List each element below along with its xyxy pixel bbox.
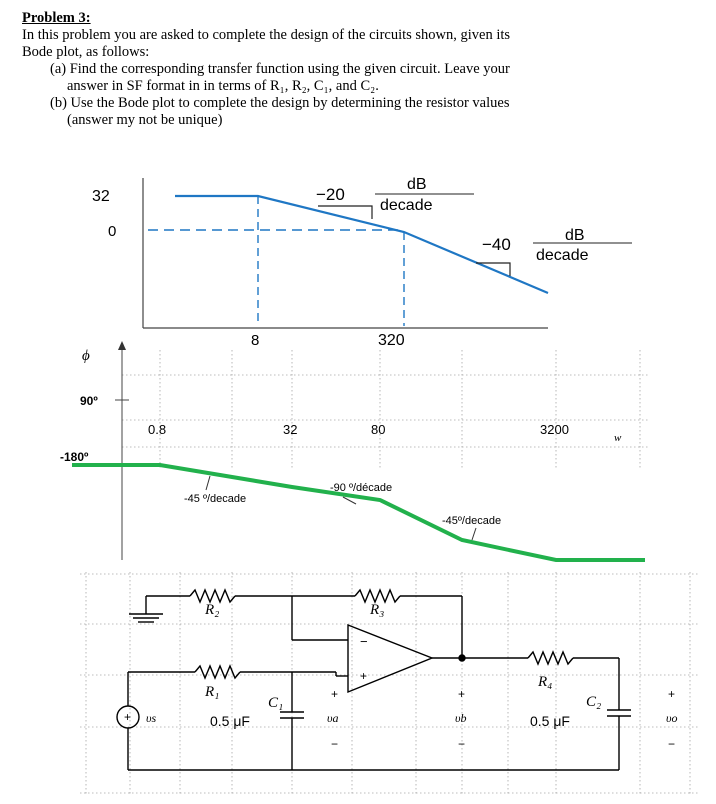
part-b-line1: (b) Use the Bode plot to complete the design by determining the resistor values [50, 95, 510, 111]
part-a-line1: (a) Find the corresponding transfer function using the given circuit. Leave your [50, 61, 510, 77]
slope1-value: −20 [316, 185, 345, 204]
phase-x-tick-80: 80 [371, 422, 386, 437]
problem-title: Problem 3: [22, 10, 91, 26]
output-node [459, 655, 465, 661]
label-r1: R₁ [205, 684, 220, 700]
label-c2-value: 0.5 μF [530, 713, 570, 729]
label-vb-plus: + [458, 687, 466, 701]
label-c1-value: 0.5 μF [210, 713, 250, 729]
label-vo-minus: − [668, 737, 676, 751]
part-b-line2: (answer my not be unique) [67, 112, 223, 128]
label-vo: υo [666, 711, 678, 725]
source-plus: + [124, 710, 132, 724]
part-a-line2: answer in SF format in in terms of R₁, R₂, C₁, and C₂. [67, 78, 379, 94]
phase-y-axis-label: ϕ [82, 348, 90, 364]
resistor-r4 [528, 652, 573, 664]
problem-intro-line1: In this problem you are asked to complete the design of the circuits shown, given its [22, 27, 511, 43]
resistor-r2 [190, 590, 235, 602]
ground-symbol [129, 596, 163, 622]
phase-slope-a: -45 º/decade [184, 493, 247, 505]
label-vb-minus: − [458, 737, 466, 751]
label-c1: C₁ [268, 695, 284, 711]
slope-a-arrow [206, 476, 210, 490]
resistor-r1 [195, 666, 240, 678]
phase-y-tick-90: 90º [80, 394, 98, 408]
phase-x-tick-0-8: 0.8 [148, 422, 167, 437]
label-r4: R₄ [538, 674, 553, 690]
phase-slope-b: -90 º/décade [330, 482, 393, 494]
mag-y-tick-0: 0 [108, 223, 117, 240]
label-va-plus: + [331, 687, 339, 701]
label-va: υa [327, 711, 339, 725]
mag-x-tick-8: 8 [251, 332, 260, 349]
slope1-unit-den: decade [380, 197, 433, 214]
resistor-r3 [355, 590, 400, 602]
phase-slope-c: -45º/decade [442, 515, 502, 527]
label-vo-plus: + [668, 687, 676, 701]
opamp-plus: + [360, 669, 368, 683]
phase-plot-grid [122, 350, 650, 470]
slope2-unit-den: decade [536, 247, 589, 264]
problem-intro-line2: Bode plot, as follows: [22, 44, 150, 60]
label-r3: R₃ [370, 602, 385, 618]
label-va-minus: − [331, 737, 339, 751]
mag-x-tick-320: 320 [378, 332, 405, 349]
phase-y-tick-minus180: -180º [60, 450, 89, 464]
slope-c-arrow [472, 528, 476, 540]
label-c2: C₂ [586, 694, 602, 710]
phase-x-tick-32: 32 [283, 422, 298, 437]
phase-y-axis-arrow [118, 341, 126, 350]
opamp-minus: − [360, 634, 368, 649]
label-r2: R₂ [205, 602, 220, 618]
phase-x-tick-3200: 3200 [540, 422, 569, 437]
mag-y-tick-32: 32 [92, 188, 110, 205]
label-vs: υs [146, 711, 157, 725]
slope1-unit-num: dB [407, 176, 427, 193]
slope2-unit-num: dB [565, 227, 585, 244]
phase-response-line [72, 465, 645, 560]
circuit-grid [80, 572, 700, 795]
phase-x-axis-label: w [614, 432, 622, 444]
label-vb: υb [455, 711, 467, 725]
slope2-value: −40 [482, 235, 511, 254]
